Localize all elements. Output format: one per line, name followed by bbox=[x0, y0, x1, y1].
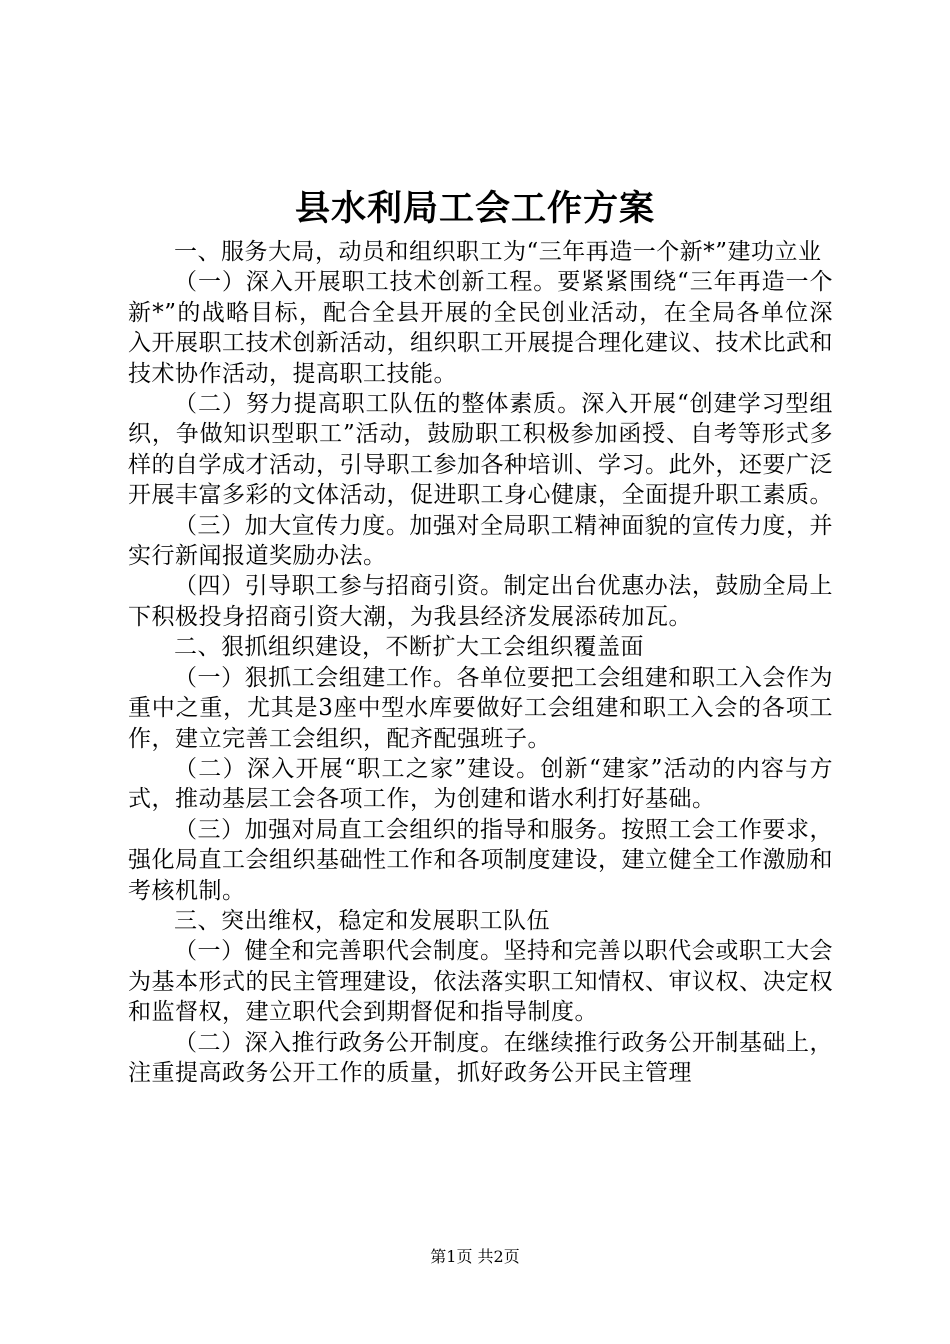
section-heading-2: 二、狠抓组织建设，不断扩大工会组织覆盖面 bbox=[174, 634, 644, 661]
paragraph-1-1: （一）深入开展职工技术创新工程。要紧紧围绕“三年再造一个新*”的战略目标，配合全县开展的全民创业活动，在全局各单位深入开展职工技术创新活动，组织职工开展提合理化建议、技术比武和技术协作活动，提高职工技能。 bbox=[128, 269, 833, 387]
paragraph-2-1: （一）狠抓工会组建工作。各单位要把工会组建和职工入会作为重中之重，尤其是3座中型水库要做好工会组建和职工入会的各项工作，建立完善工会组织，配齐配强班子。 bbox=[128, 664, 833, 752]
paragraph-2-2: （二）深入开展“职工之家”建设。创新“建家”活动的内容与方式，推动基层工会各项工作，为创建和谐水利打好基础。 bbox=[128, 755, 833, 813]
paragraph-1-4: （四）引导职工参与招商引资。制定出台优惠办法，鼓励全局上下积极投身招商引资大潮，为我县经济发展添砖加瓦。 bbox=[128, 573, 833, 630]
paragraph-1-2: （二）努力提高职工队伍的整体素质。深入开展“创建学习型组织，争做知识型职工”活动，鼓励职工积极参加函授、自考等形式多样的自学成才活动，引导职工参加各种培训、学习。此外，还要广泛开展丰富多彩的文体活动，促进职工身心健康，全面提升职工素质。 bbox=[128, 391, 833, 509]
paragraph-3-2: （二）深入推行政务公开制度。在继续推行政务公开制基础上，注重提高政务公开工作的质量，抓好政务公开民主管理 bbox=[128, 1029, 833, 1086]
document-body bbox=[128, 237, 833, 1088]
section-heading-1: 一、服务大局，动员和组织职工为“三年再造一个新*”建功立业 bbox=[174, 239, 822, 265]
section-heading-3: 三、突出维权，稳定和发展职工队伍 bbox=[174, 907, 550, 934]
page-footer: 第1页 共2页 bbox=[430, 1247, 520, 1266]
paragraph-2-3: （三）加强对局直工会组织的指导和服务。按照工会工作要求，强化局直工会组织基础性工作和各项制度建设，建立健全工作激励和考核机制。 bbox=[128, 816, 833, 904]
paragraph-3-1: （一）健全和完善职代会制度。坚持和完善以职代会或职工大会为基本形式的民主管理建设，依法落实职工知情权、审议权、决定权和监督权，建立职代会到期督促和指导制度。 bbox=[128, 938, 833, 1026]
paragraph-1-3: （三）加大宣传力度。加强对全局职工精神面貌的宣传力度，并实行新闻报道奖励办法。 bbox=[128, 512, 833, 570]
document-title: 县水利局工会工作方案 bbox=[294, 188, 655, 229]
